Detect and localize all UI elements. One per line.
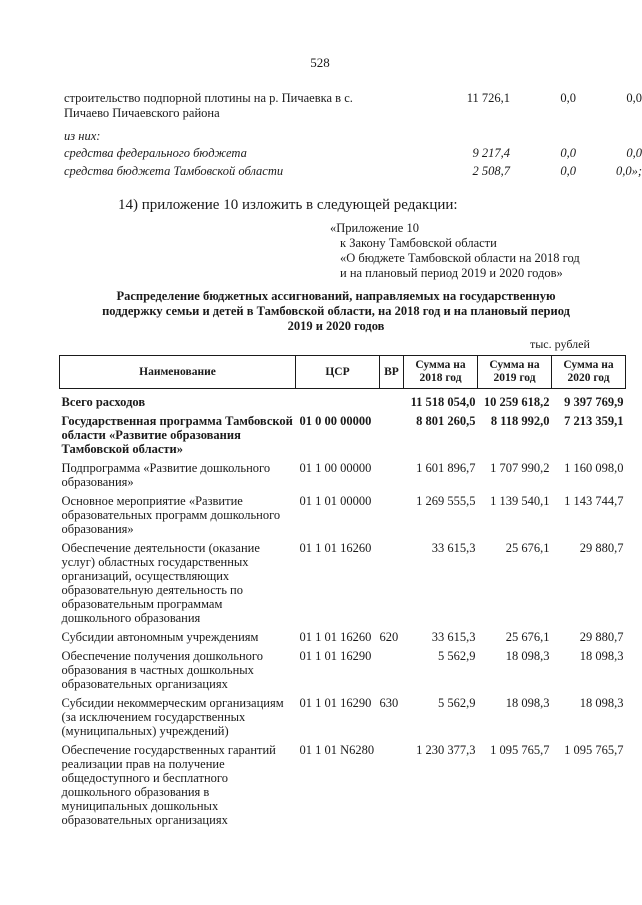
prev-row-value-3: 0,0	[626, 146, 642, 160]
row-sum-2020: 7 213 359,1	[564, 414, 624, 428]
row-csr: 01 1 01 00000	[299, 494, 372, 508]
column-header-2019: Сумма на 2019 год	[478, 356, 552, 389]
row-csr: 01 1 01 16290	[299, 649, 372, 663]
annex-line: и на плановый период 2019 и 2020 годов»	[340, 266, 563, 280]
document-title: Распределение бюджетных ассигнований, направляемых на государственную поддержку семьи и детей в Тамбовской области, на 2018 год и на плановый период 2019 и 2020 годов	[102, 289, 570, 333]
column-header-name: Наименование	[60, 356, 296, 389]
table-row	[60, 741, 626, 830]
row-sum-2018: 5 562,9	[438, 649, 476, 663]
row-sum-2019: 1 707 990,2	[490, 461, 550, 475]
row-vr: 630	[379, 696, 399, 710]
row-csr: 01 1 01 16260	[299, 541, 372, 555]
row-name: Обеспечение государственных гарантий реализации прав на получение общедоступного и бесплатного дошкольного образования в муниципальных дошкольных образовательных организациях	[61, 743, 276, 827]
row-csr: 01 1 01 16290	[299, 696, 372, 710]
budget-table	[59, 355, 626, 830]
row-csr: 01 1 01 16260	[299, 630, 372, 644]
row-sum-2018: 11 518 054,0	[410, 395, 476, 409]
table-row	[60, 459, 626, 492]
row-csr: 01 0 00 00000	[299, 414, 372, 428]
row-sum-2020: 9 397 769,9	[564, 395, 624, 409]
column-header-csr: ЦСР	[296, 356, 380, 389]
prev-row-value-3: 0,0	[626, 91, 642, 105]
table-header-row	[60, 356, 626, 389]
row-sum-2019: 1 139 540,1	[490, 494, 550, 508]
table-row	[60, 389, 626, 413]
row-name: Всего расходов	[61, 395, 146, 409]
row-vr	[380, 741, 404, 830]
row-sum-2019: 18 098,3	[505, 696, 550, 710]
row-name: Обеспечение получения дошкольного образования в частных дошкольных образовательных организациях	[61, 649, 263, 691]
row-sum-2019: 25 676,1	[505, 630, 550, 644]
row-vr	[380, 389, 404, 413]
row-sum-2019: 18 098,3	[505, 649, 550, 663]
table-row	[60, 412, 626, 459]
prev-row-name: из них:	[64, 129, 101, 143]
row-csr: 01 1 00 00000	[299, 461, 372, 475]
row-sum-2020: 18 098,3	[579, 649, 624, 663]
table-row	[60, 539, 626, 628]
row-name: Субсидии автономным учреждениям	[61, 630, 259, 644]
row-sum-2020: 29 880,7	[579, 630, 624, 644]
row-sum-2018: 33 615,3	[431, 630, 476, 644]
row-csr	[296, 389, 380, 413]
table-row	[60, 628, 626, 647]
row-vr	[380, 539, 404, 628]
prev-row-value-2: 0,0	[560, 146, 576, 160]
table-row	[60, 694, 626, 741]
row-vr	[380, 412, 404, 459]
row-name: Обеспечение деятельности (оказание услуг) областных государственных организаций, осуществляющих образовательную деятельность по образовательным программам дошкольного образования	[61, 541, 260, 625]
annex-line: «О бюджете Тамбовской области на 2018 год	[340, 251, 580, 265]
row-sum-2020: 1 160 098,0	[564, 461, 624, 475]
row-sum-2018: 1 269 555,5	[416, 494, 476, 508]
row-vr	[380, 647, 404, 694]
row-sum-2020: 1 143 744,7	[564, 494, 624, 508]
row-sum-2020: 29 880,7	[579, 541, 624, 555]
prev-row-value-3: 0,0»;	[615, 164, 642, 178]
annex-line: к Закону Тамбовской области	[340, 236, 497, 250]
row-vr	[380, 459, 404, 492]
row-sum-2019: 1 095 765,7	[490, 743, 550, 757]
column-header-vr: ВР	[380, 356, 404, 389]
row-csr: 01 1 01 N6280	[299, 743, 375, 757]
prev-row-value-1: 9 217,4	[472, 146, 510, 160]
row-sum-2018: 1 230 377,3	[416, 743, 476, 757]
row-sum-2018: 33 615,3	[431, 541, 476, 555]
row-name: Основное мероприятие «Развитие образовательных программ дошкольного образования»	[61, 494, 281, 536]
row-sum-2019: 8 118 992,0	[490, 414, 550, 428]
annex-line: «Приложение 10	[330, 221, 419, 235]
page-number: 528	[310, 55, 330, 70]
table-row	[60, 647, 626, 694]
row-sum-2018: 5 562,9	[438, 696, 476, 710]
table-row	[60, 492, 626, 539]
row-vr	[380, 492, 404, 539]
row-name: Государственная программа Тамбовской области «Развитие образования Тамбовской области»	[61, 414, 293, 456]
row-sum-2020: 18 098,3	[579, 696, 624, 710]
prev-row-value-1: 2 508,7	[472, 164, 510, 178]
row-sum-2018: 1 601 896,7	[416, 461, 476, 475]
units-label: тыс. рублей	[530, 337, 590, 351]
amendment-instruction: 14) приложение 10 изложить в следующей редакции:	[118, 197, 458, 213]
row-sum-2018: 8 801 260,5	[416, 414, 476, 428]
prev-row-value-2: 0,0	[560, 91, 576, 105]
row-sum-2019: 10 259 618,2	[483, 395, 550, 409]
column-header-2020: Сумма на 2020 год	[552, 356, 626, 389]
row-name: Подпрограмма «Развитие дошкольного образования»	[61, 461, 271, 489]
column-header-2018: Сумма на 2018 год	[404, 356, 478, 389]
row-vr: 620	[379, 630, 399, 644]
row-sum-2020: 1 095 765,7	[564, 743, 624, 757]
row-sum-2019: 25 676,1	[505, 541, 550, 555]
row-name: Субсидии некоммерческим организациям (за исключением государственных (муниципальных) учреждений)	[61, 696, 284, 738]
prev-row-name: средства федерального бюджета	[64, 146, 247, 160]
prev-row-name: средства бюджета Тамбовской области	[64, 164, 284, 178]
prev-row-name: строительство подпорной плотины на р. Пичаевка в с. Пичаево Пичаевского района	[64, 91, 353, 120]
prev-row-value-1: 11 726,1	[466, 91, 510, 105]
prev-row-value-2: 0,0	[560, 164, 576, 178]
